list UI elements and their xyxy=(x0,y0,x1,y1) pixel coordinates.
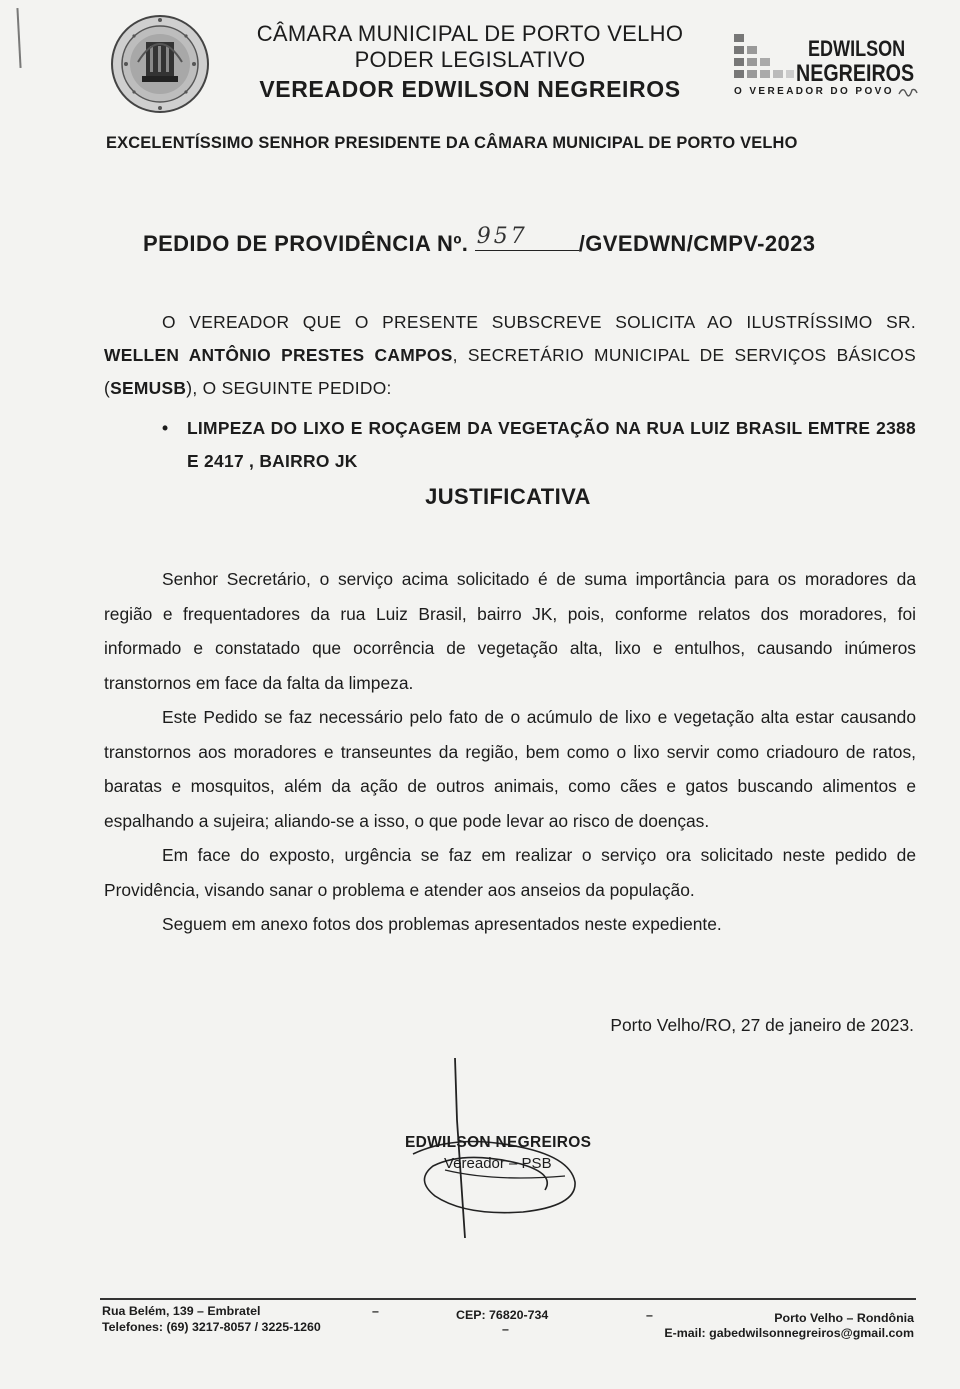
justification-paragraph: Este Pedido se faz necessário pelo fato de o acúmulo de lixo e vegetação alta estar causando transtornos aos moradores e transeuntes da região, bem como o lixo servir como criadouro de ratos, baratas e mosquitos, além da ação de outros animais, como cães e gatos buscando alimentos e espalhando a sujeira; aliando-se a isso, o que pode levar ao risco de doenças. xyxy=(104,707,916,831)
place-date: Porto Velho/RO, 27 de janeiro de 2023. xyxy=(610,1015,914,1035)
intro-text-1: O VEREADOR QUE O PRESENTE SUBSCREVE SOLICITA AO ILUSTRÍSSIMO SR. xyxy=(162,312,916,332)
footer-phones: Telefones: (69) 3217-8057 / 3225-1260 xyxy=(102,1320,321,1334)
bullet-icon: • xyxy=(162,418,169,438)
justification-heading: JUSTIFICATIVA xyxy=(425,484,591,509)
councilman-logo xyxy=(734,34,920,108)
request-item xyxy=(162,412,916,478)
justification-paragraph: Senhor Secretário, o serviço acima solicitado é de suma importância para os moradores da região e frequentadores da rua Luiz Brasil, bairro JK, pois, conforme relatos dos moradores, foi informado e constatado que ocorrência de vegetação alta, lixo e entulhos, causando inúmeros transtornos em face da falta da limpeza. xyxy=(104,569,916,693)
footer-separator: – xyxy=(372,1304,379,1318)
logo-blocks-icon xyxy=(734,34,794,84)
paper-crease-mark xyxy=(16,8,21,68)
secretary-name: WELLEN ANTÔNIO PRESTES CAMPOS xyxy=(104,345,453,365)
footer-separator: – xyxy=(646,1308,653,1322)
logo-tagline: O VEREADOR DO POVO xyxy=(734,86,894,97)
signer-name: EDWILSON NEGREIROS xyxy=(405,1134,592,1151)
footer-cep: CEP: 76820-734 xyxy=(456,1308,549,1322)
justification-paragraph: Em face do exposto, urgência se faz em realizar o serviço ora solicitado neste pedido de Providência, visando sanar o problema e atender aos anseios da população. xyxy=(104,845,916,900)
footer-divider xyxy=(100,1298,916,1300)
intro-text-3: ), O SEGUINTE PEDIDO: xyxy=(186,378,392,398)
signer-role: Vereador – PSB xyxy=(444,1155,552,1172)
justification-paragraph: Seguem em anexo fotos dos problemas apresentados neste expediente. xyxy=(162,914,722,934)
justification-body xyxy=(104,562,916,942)
document-title xyxy=(143,224,816,257)
title-suffix: /GVEDWN/CMPV-2023 xyxy=(578,231,816,256)
request-number-handwritten: 957 xyxy=(476,224,528,249)
letterhead xyxy=(200,20,740,105)
legislative-power: PODER LEGISLATIVO xyxy=(354,47,586,72)
footer-address: Rua Belém, 139 – Embratel xyxy=(102,1304,261,1318)
councilman-name: VEREADOR EDWILSON NEGREIROS xyxy=(259,76,681,102)
request-number-slot xyxy=(475,224,579,251)
intro-text-2: , SECRETÁRIO MUNICIPAL DE SERVIÇOS BÁSICOS ( xyxy=(104,345,916,398)
request-item-text: LIMPEZA DO LIXO E ROÇAGEM DA VEGETAÇÃO NA RUA LUIZ BRASIL EMTRE 2388 E 2417 , BAIRRO JK xyxy=(187,418,916,471)
logo-signature-icon xyxy=(898,84,918,100)
addressee-line: EXCELENTÍSSIMO SENHOR PRESIDENTE DA CÂMARA MUNICIPAL DE PORTO VELHO xyxy=(106,134,798,152)
municipal-seal-icon xyxy=(108,12,212,116)
logo-name-last: NEGREIROS xyxy=(796,60,915,87)
department-acronym: SEMUSB xyxy=(110,378,187,398)
logo-name-first: EDWILSON xyxy=(808,36,906,61)
title-prefix: PEDIDO DE PROVIDÊNCIA Nº. xyxy=(143,231,469,256)
chamber-name: CÂMARA MUNICIPAL DE PORTO VELHO xyxy=(256,21,684,46)
intro-paragraph xyxy=(104,306,916,405)
footer-city: Porto Velho – Rondônia xyxy=(774,1311,914,1325)
footer-email: E-mail: gabedwilsonnegreiros@gmail.com xyxy=(664,1326,914,1340)
footer-separator: – xyxy=(502,1322,509,1336)
